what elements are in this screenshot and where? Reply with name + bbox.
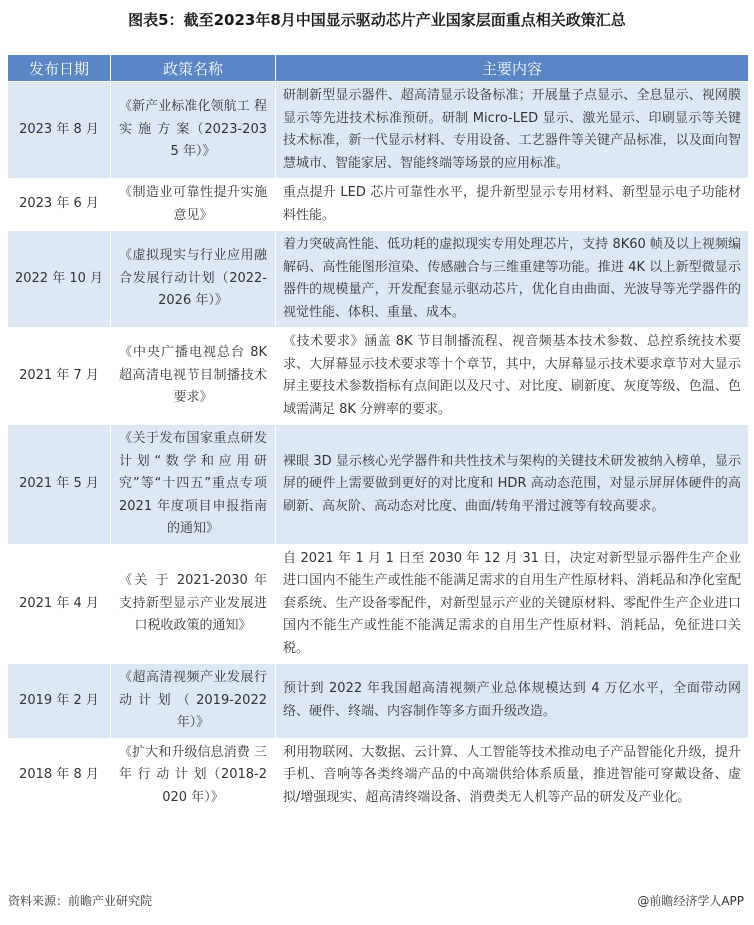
header-date: 发布日期 (8, 55, 111, 82)
policy-table (7, 54, 749, 813)
credit-note: @前瞻经济学人APP (637, 894, 744, 908)
row-content: 研制新型显示器件、超高清显示设备标准；开展量子点显示、全息显示、视网膜显示等先进技术标准预研。研制 Micro-LED 显示、激光显示、印刷显示等关键技术标准，新一代显示材料、专用设备、工艺器件等关键产品标准，以及面向智慧城市、智能家居、智能终端等场景的应用标准。 (276, 82, 749, 179)
table-row (8, 425, 749, 545)
header-policy: 政策名称 (111, 55, 276, 82)
row-content: 重点提升 LED 芯片可靠性水平，提升新型显示专用材料、新型显示电子功能材料性能。 (276, 179, 749, 231)
header-content: 主要内容 (276, 55, 749, 82)
row-content: 利用物联网、大数据、云计算、人工智能等技术推动电子产品智能化升级，提升手机、音响等各类终端产品的中高端供给体系质量，推进智能可穿戴设备、虚拟/增强现实、超高清终端设备、消费类无人机等产品的研发及产业化。 (276, 738, 749, 813)
row-policy: 《虚拟现实与行业应用融合发展行动计划（2022-2026 年）》 (111, 231, 276, 328)
row-content: 预计到 2022 年我国超高清视频产业总体规模达到 4 万亿水平，全面带动网络、硬件、终端、内容制作等多方面升级改造。 (276, 664, 749, 739)
table-row (8, 328, 749, 425)
row-content: 《技术要求》涵盖 8K 节目制播流程、视音频基本技术参数、总控系统技术要求、大屏幕显示技术要求等十个章节，其中，大屏幕显示技术要求章节对大显示屏主要技术参数指标有点间距以及尺寸、对比度、刷新度、灰度等级、色温、色域需满足 8K 分辨率的要求。 (276, 328, 749, 425)
row-policy: 《扩大和升级信息消费 三 年 行 动 计 划（2018-2020 年）》 (111, 738, 276, 813)
table-row (8, 738, 749, 813)
row-date: 2019 年 2 月 (8, 664, 111, 739)
row-content: 着力突破高性能、低功耗的虚拟现实专用处理芯片，支持 8K60 帧及以上视频编解码、高性能图形渲染、传感融合与三维重建等功能。推进 4K 以上新型微显示器件的规模量产，开发配套显示驱动芯片，优化自由曲面、光波导等光学器件的视觉性能、体积、重量、成本。 (276, 231, 749, 328)
row-content: 自 2021 年 1 月 1 日至 2030 年 12 月 31 日，决定对新型显示器件生产企业进口国内不能生产或性能不能满足需求的自用生产性原材料、消耗品和净化室配套系统、生产设备零配件，对新型显示产业的关键原材料、零配件生产企业进口国内不能生产或性能不能满足需求的自用生产性原材料、消耗品，免征进口关税。 (276, 544, 749, 664)
table-row (8, 231, 749, 328)
row-policy: 《制造业可靠性提升实施意见》 (111, 179, 276, 231)
row-policy: 《关 于 2021-2030 年支持新型显示产业发展进口税收政策的通知》 (111, 544, 276, 664)
row-policy: 《超高清视频产业发展行动计划（2019-2022 年）》 (111, 664, 276, 739)
row-date: 2021 年 5 月 (8, 425, 111, 545)
table-row (8, 179, 749, 231)
table-row (8, 82, 749, 179)
table-row (8, 544, 749, 664)
row-date: 2022 年 10 月 (8, 231, 111, 328)
page-title: 图表5：截至2023年8月中国显示驱动芯片产业国家层面重点相关政策汇总 (128, 11, 626, 29)
row-date: 2021 年 7 月 (8, 328, 111, 425)
row-policy: 《新产业标准化领航工 程 实 施 方 案（2023-2035 年）》 (111, 82, 276, 179)
row-policy: 《关于发布国家重点研发计划“数学和应用研究”等“十四五”重点专项 2021 年度项目申报指南的通知》 (111, 425, 276, 545)
row-date: 2021 年 4 月 (8, 544, 111, 664)
policy-table-container (7, 54, 748, 813)
row-date: 2023 年 6 月 (8, 179, 111, 231)
source-note: 资料来源：前瞻产业研究院 (8, 894, 153, 908)
table-header-row (8, 55, 749, 82)
row-date: 2018 年 8 月 (8, 738, 111, 813)
row-date: 2023 年 8 月 (8, 82, 111, 179)
row-policy: 《中央广播电视总台 8K 超高清电视节目制播技术要求》 (111, 328, 276, 425)
row-content: 裸眼 3D 显示核心光学器件和共性技术与架构的关键技术研发被纳入榜单，显示屏的硬件上需要做到更好的对比度和 HDR 高动态范围，对显示屏屏体硬件的高刷新、高灰阶、高动态对比度、曲面/转角平滑过渡等有较高要求。 (276, 425, 749, 545)
table-row (8, 664, 749, 739)
